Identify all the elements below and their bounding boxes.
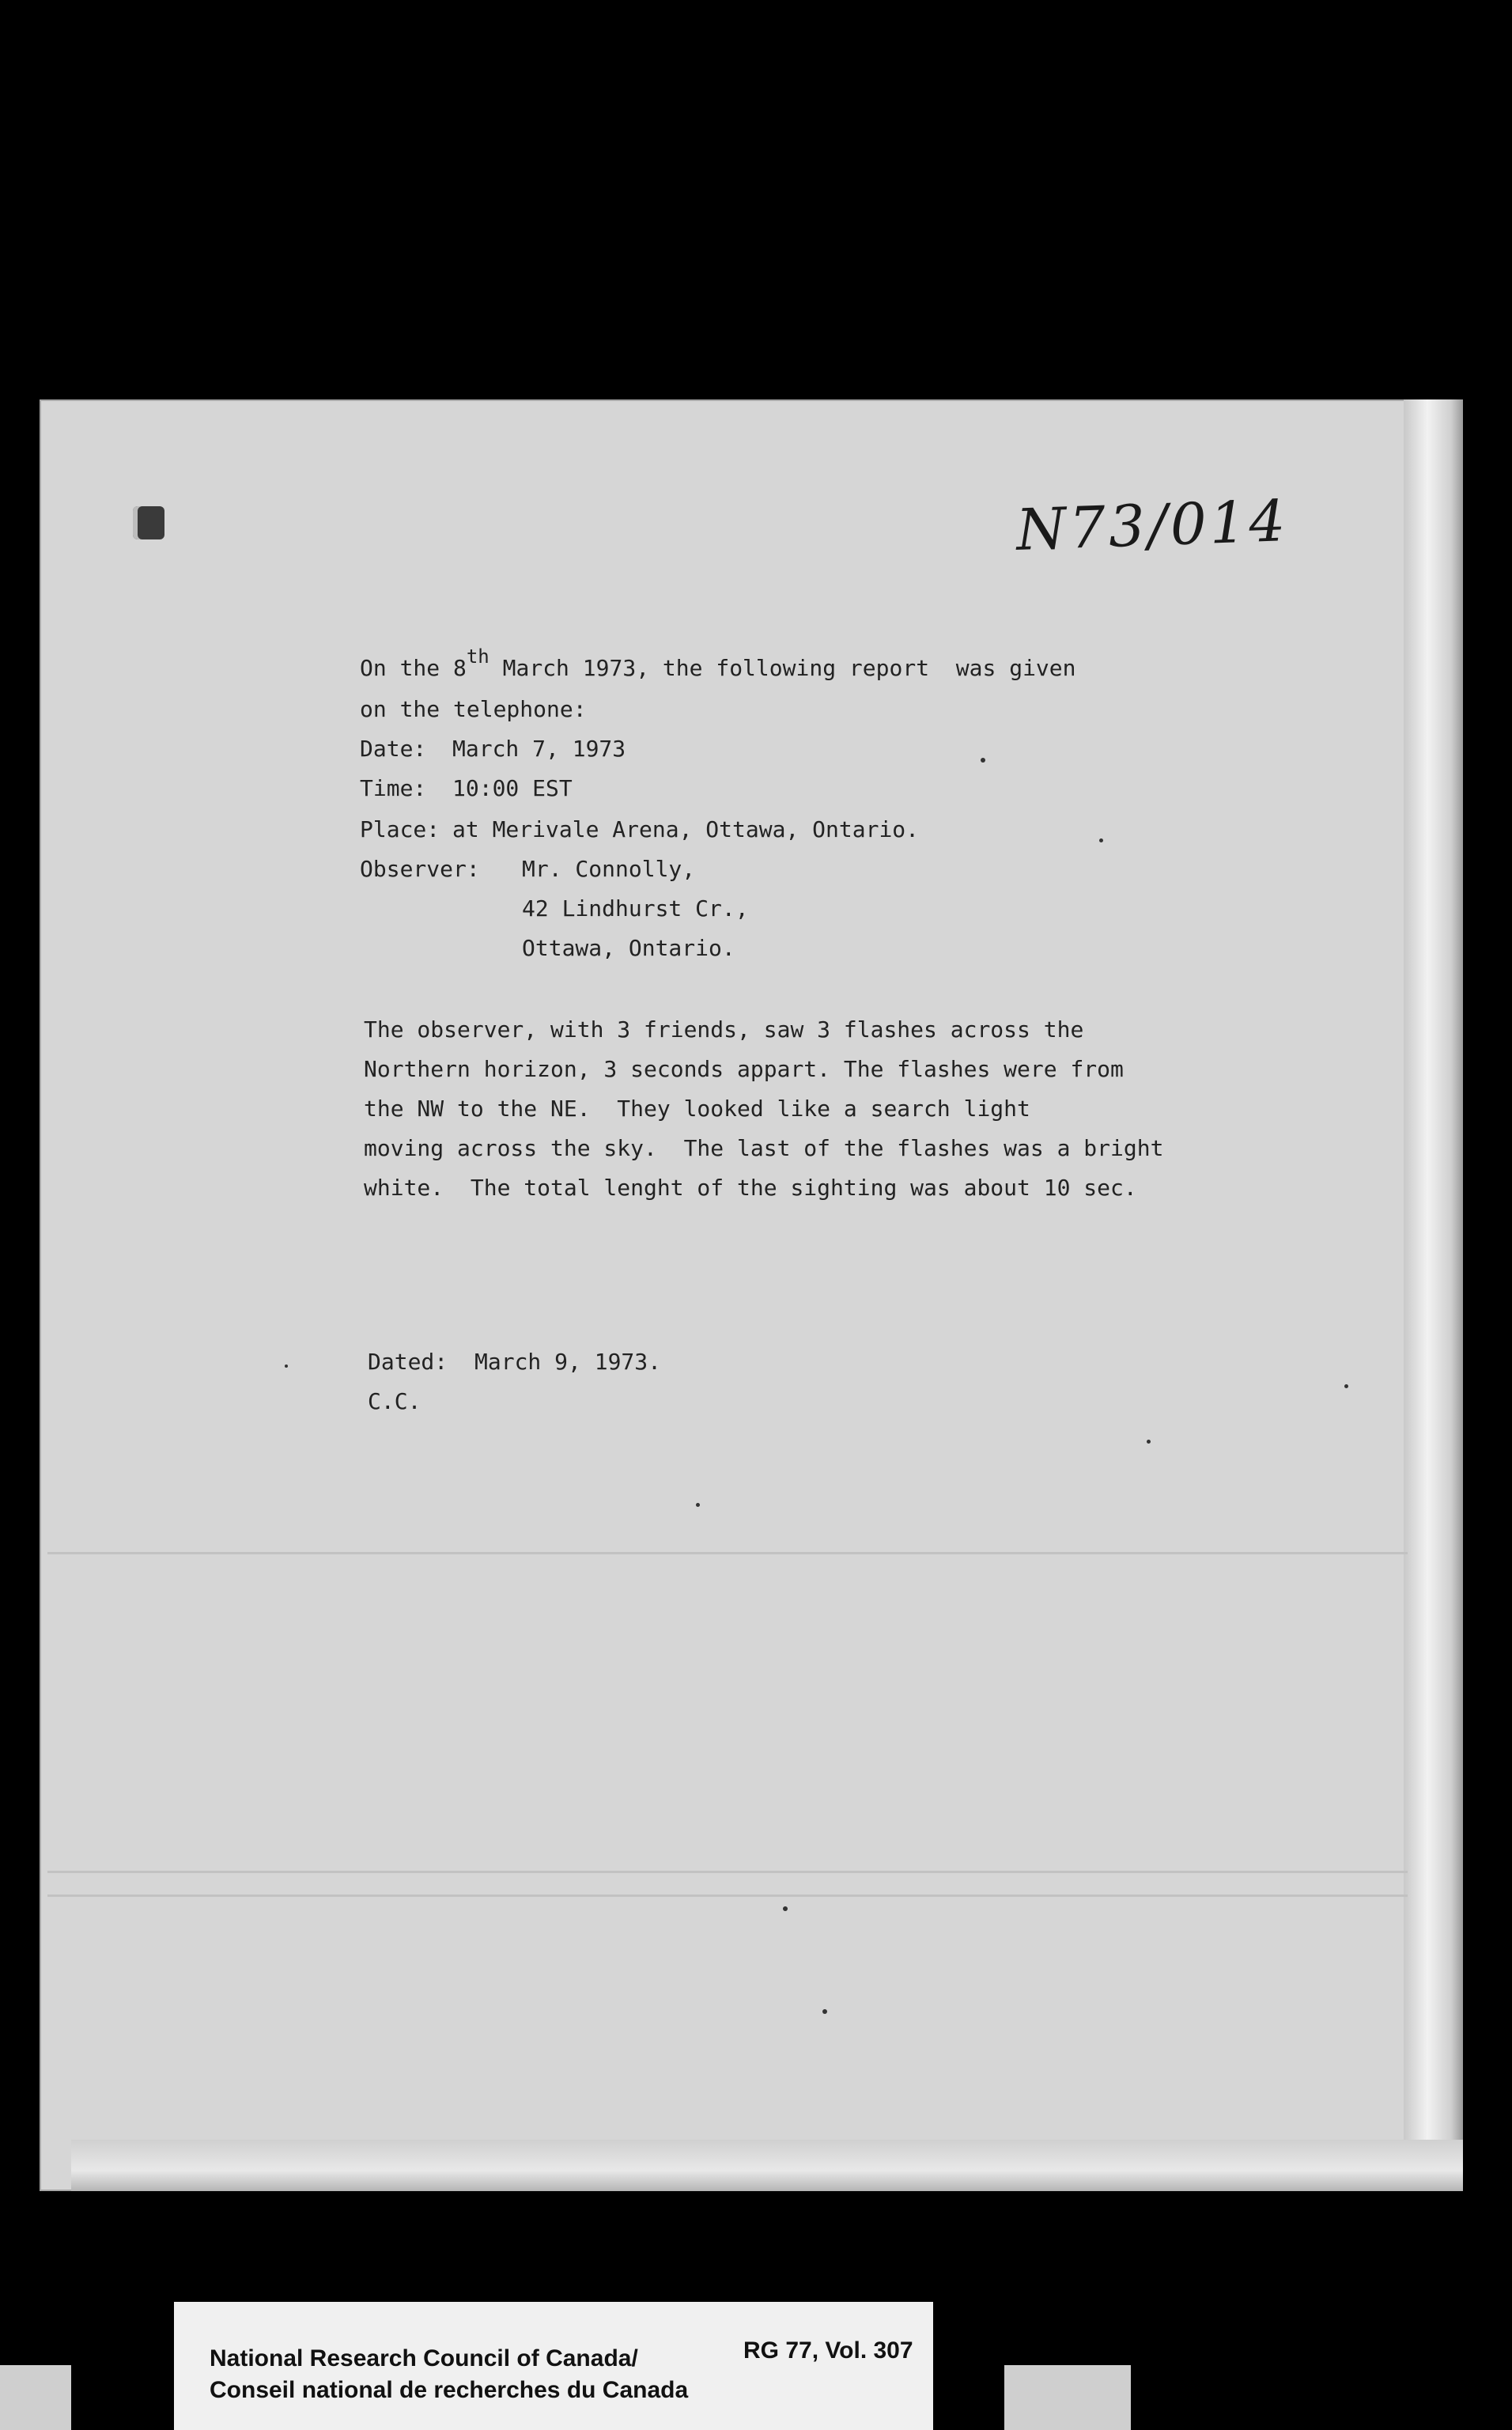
time-value: 10:00 EST bbox=[452, 775, 573, 801]
speck bbox=[696, 1503, 700, 1507]
fold-line bbox=[47, 1894, 1408, 1897]
film-border-block bbox=[1004, 2365, 1131, 2430]
speck bbox=[1344, 1384, 1348, 1388]
page-edge bbox=[1404, 399, 1463, 2191]
archive-label-line-1: National Research Council of Canada/ bbox=[210, 2345, 638, 2371]
intro-text-rest: March 1973, the following report was given bbox=[502, 655, 1076, 681]
archive-reference: RG 77, Vol. 307 bbox=[743, 2337, 913, 2364]
body-line: the NW to the NE. They looked like a search light bbox=[364, 1096, 1030, 1122]
place-label: Place: bbox=[360, 816, 440, 842]
observer-address-line-1: 42 Lindhurst Cr., bbox=[522, 895, 749, 922]
observer-address-line-2: Ottawa, Ontario. bbox=[522, 935, 735, 961]
intro-superscript: th bbox=[466, 645, 490, 668]
fold-line bbox=[47, 1871, 1408, 1873]
body-line: white. The total lenght of the sighting was about 10 sec. bbox=[364, 1175, 1137, 1201]
intro-text: On the 8 bbox=[360, 655, 467, 681]
speck bbox=[1099, 838, 1103, 842]
intro-line-1 bbox=[360, 645, 1076, 681]
observer-name: Mr. Connolly, bbox=[522, 856, 696, 882]
fold-line bbox=[47, 1552, 1408, 1554]
speck bbox=[783, 1906, 788, 1911]
place-value: at Merivale Arena, Ottawa, Ontario. bbox=[452, 816, 920, 842]
binder-clip-mark bbox=[133, 506, 164, 539]
speck bbox=[822, 2009, 827, 2014]
intro-line-2: on the telephone: bbox=[360, 696, 587, 722]
film-border-block bbox=[0, 2365, 71, 2430]
handwritten-reference-number: N73/014 bbox=[1015, 487, 1290, 563]
time-label: Time: bbox=[360, 775, 427, 801]
body-line: moving across the sky. The last of the flashes was a bright bbox=[364, 1135, 1164, 1161]
archive-label-line-2: Conseil national de recherches du Canada bbox=[210, 2377, 689, 2403]
dated-value: March 9, 1973. bbox=[474, 1349, 662, 1375]
page-bottom-curl bbox=[71, 2140, 1463, 2191]
speck bbox=[1147, 1440, 1151, 1444]
body-line: Northern horizon, 3 seconds appart. The flashes were from bbox=[364, 1056, 1124, 1082]
speck bbox=[285, 1365, 288, 1368]
dated-label: Dated: bbox=[368, 1349, 448, 1375]
date-label: Date: bbox=[360, 736, 427, 762]
body-line: The observer, with 3 friends, saw 3 flashes across the bbox=[364, 1016, 1084, 1043]
initials: C.C. bbox=[368, 1388, 421, 1414]
speck bbox=[981, 758, 985, 763]
date-value: March 7, 1973 bbox=[452, 736, 626, 762]
observer-label: Observer: bbox=[360, 856, 480, 882]
